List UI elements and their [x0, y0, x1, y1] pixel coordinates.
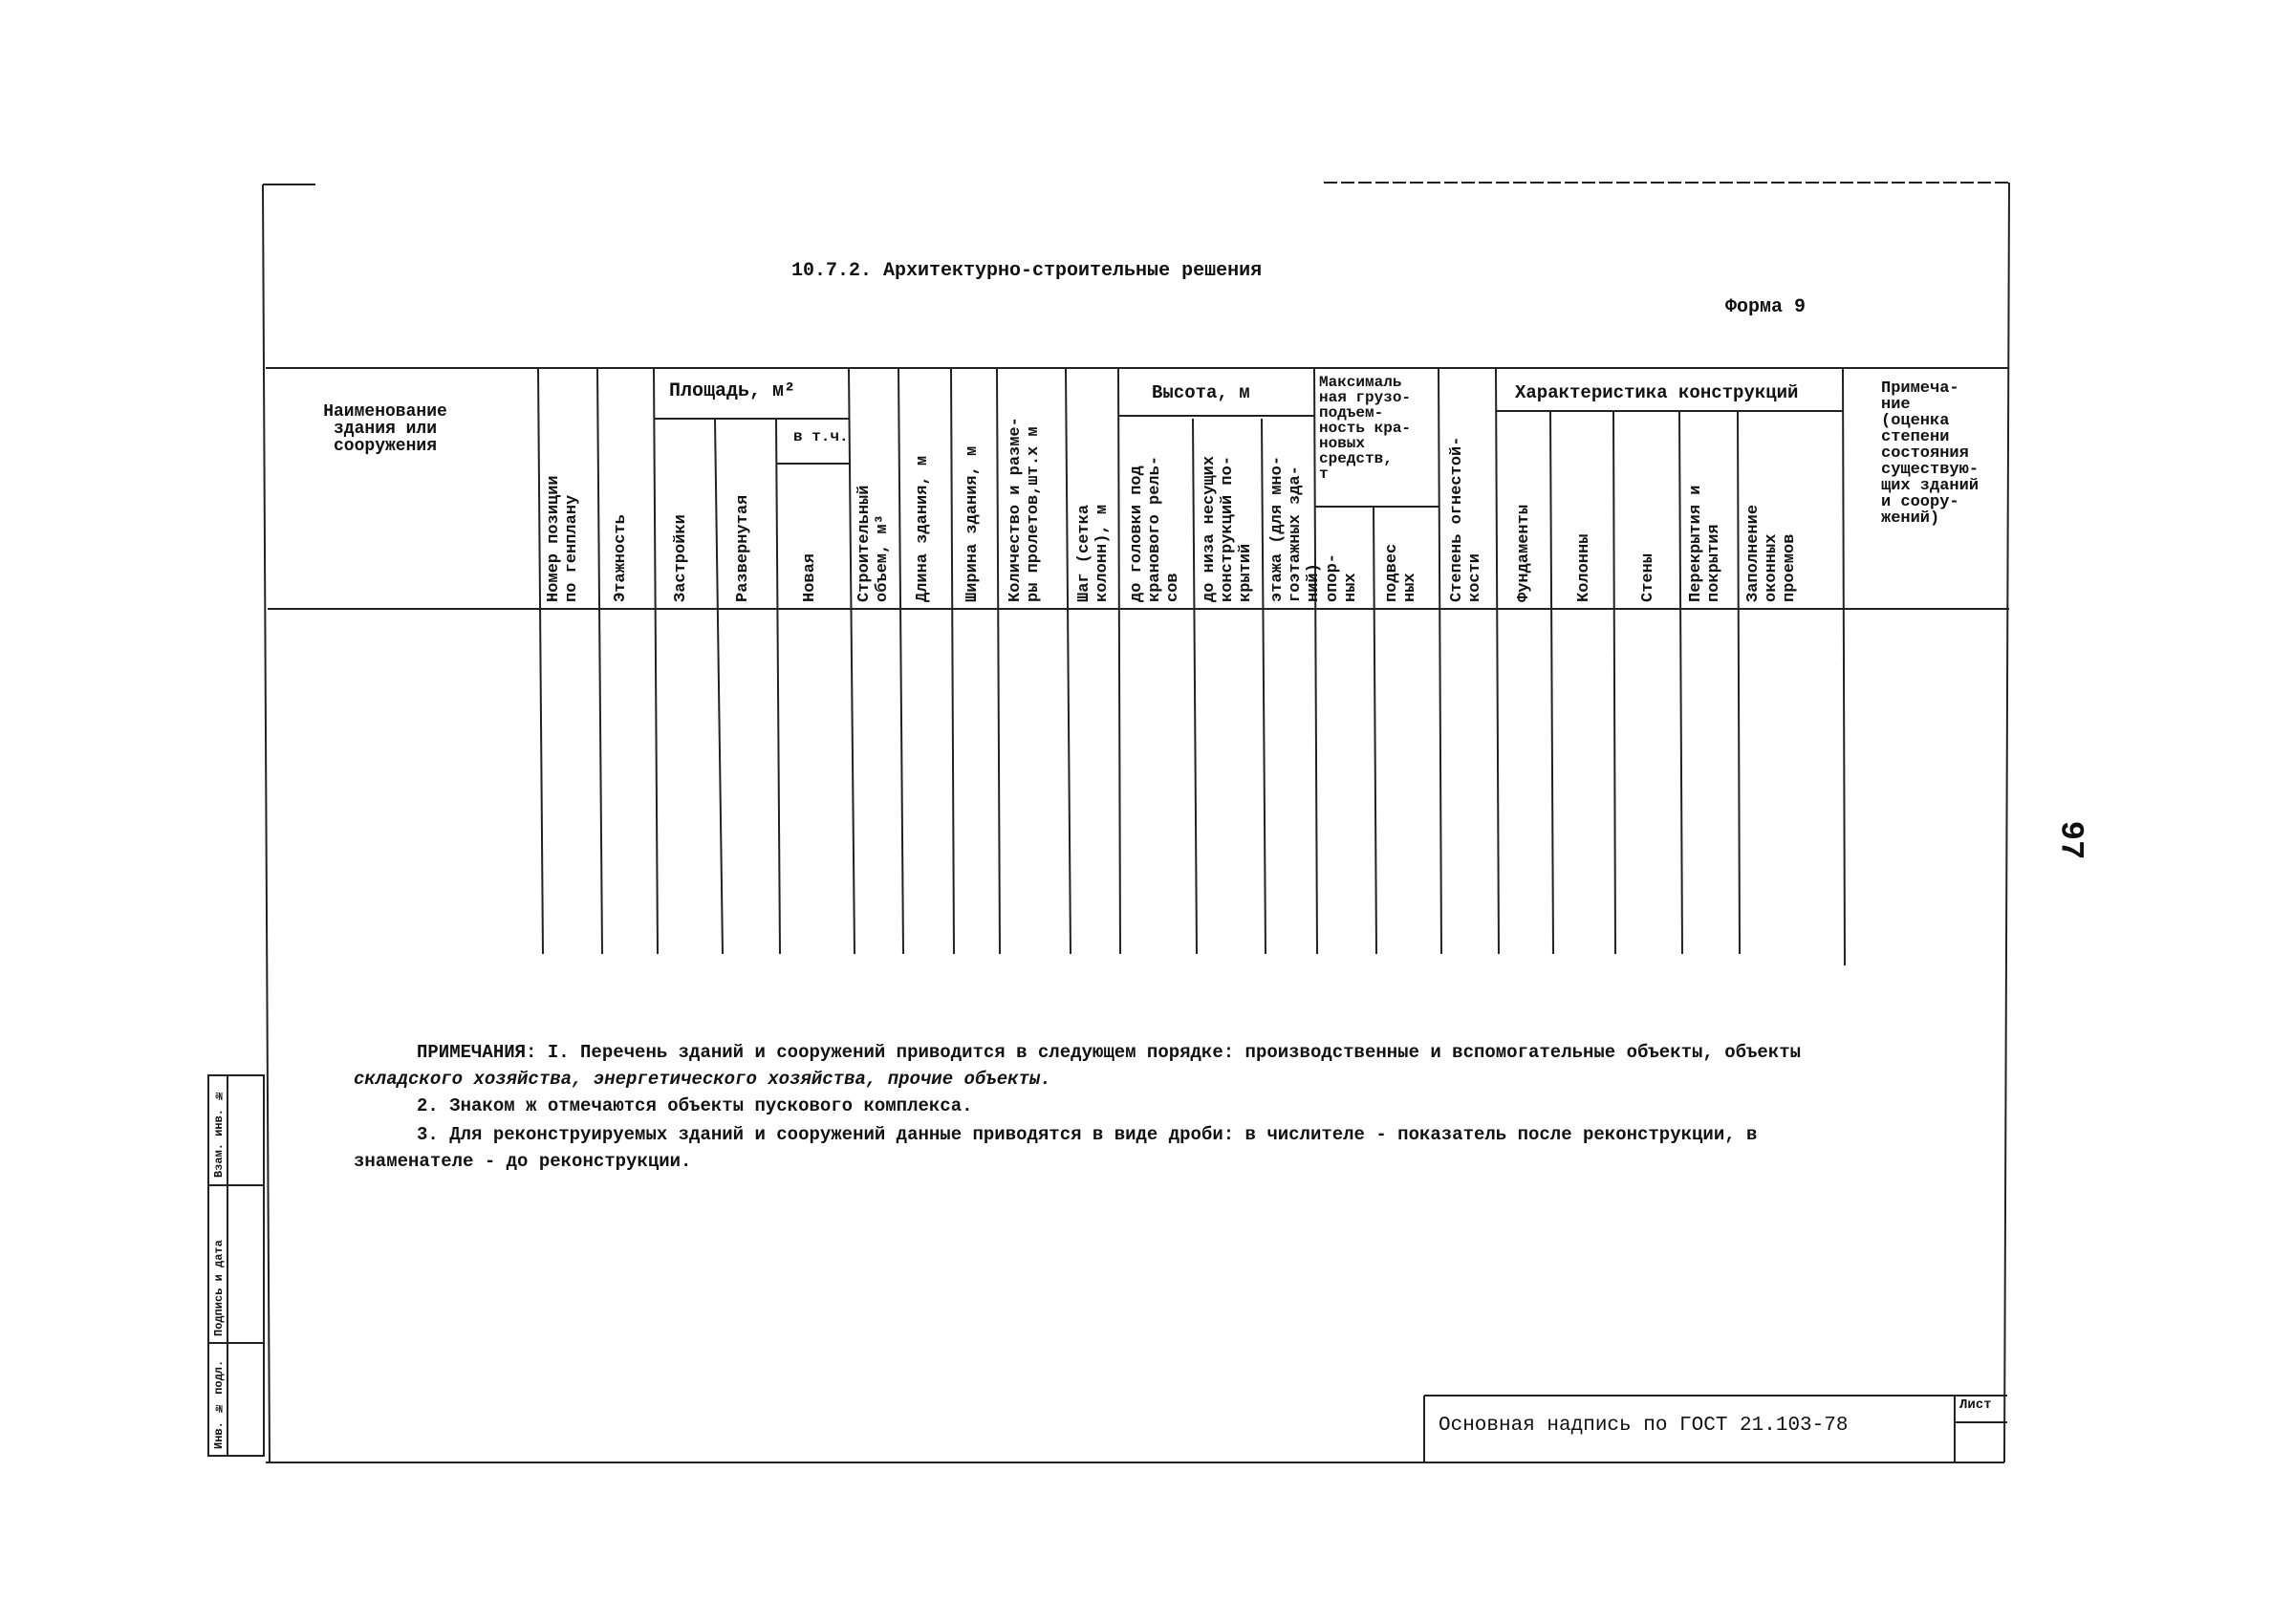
header-volume: Строительный объем, м³: [855, 485, 892, 602]
header-width: Ширина здания, м: [963, 445, 982, 602]
header-floors: Этажность: [612, 514, 630, 602]
note-line-3: 2. Знаком ж отмечаются объекты пускового комплекса.: [417, 1095, 973, 1116]
header-support: опор- ных: [1324, 552, 1360, 602]
header-new: Новая: [801, 552, 819, 602]
section-title: 10.7.2. Архитектурно-строительные решения: [791, 260, 1263, 282]
header-remarks: Примеча- ние (оценка степени состояния существую- щих зданий и соору- жений): [1881, 379, 1980, 528]
side-stamp-cell-1: Инв. № подл.: [212, 1359, 226, 1449]
note-line-2: складского хозяйства, энергетического хозяйства, прочие объекты.: [354, 1069, 1051, 1090]
form-label: Форма 9: [1725, 296, 1807, 318]
sheet-label: Лист: [1959, 1397, 1992, 1413]
title-block-text: Основная надпись по ГОСТ 21.103-78: [1439, 1415, 1849, 1437]
header-fire: Степень огнестой- кости: [1448, 436, 1484, 602]
header-structures-group: Характеристика конструкций: [1515, 382, 1799, 403]
header-h-floor: этажа (для мно- гоэтажных зда- ний): [1268, 455, 1323, 602]
header-developed: Развернутая: [734, 494, 752, 602]
header-crane-group: Максималь ная грузо- подъем- ность кра- новых средств, т: [1319, 374, 1412, 483]
header-spans: Количество и разме- ры пролетов,шт.х м: [1006, 417, 1043, 602]
header-area-group: Площадь, м²: [669, 380, 796, 402]
side-stamp-cell-3: Взам. инв. №: [212, 1088, 226, 1178]
header-built: Застройки: [672, 514, 690, 602]
header-h-rail: до головки под кранового рель- сов: [1128, 455, 1182, 602]
header-floors-roofs: Перекрытия и покрытия: [1687, 485, 1723, 602]
header-height-group: Высота, м: [1152, 382, 1250, 403]
header-walls: Стены: [1639, 552, 1657, 602]
header-h-bearing: до низа несущих конструкций по- крытий: [1201, 455, 1255, 602]
header-columns: Колонны: [1575, 533, 1593, 602]
page-number: 97: [2051, 820, 2088, 860]
header-foundations: Фундаменты: [1515, 504, 1533, 602]
side-stamp-cell-2: Подпись и дата: [212, 1240, 226, 1336]
note-line-1: ПРИМЕЧАНИЯ: I. Перечень зданий и сооружений приводится в следующем порядке: производственные и вспомогательные объекты, объекты: [417, 1042, 1802, 1063]
header-name: Наименование здания или сооружения: [323, 402, 447, 456]
header-position: Номер позиции по генплану: [545, 475, 581, 602]
header-suspended: подвес ных: [1383, 543, 1419, 602]
note-line-5: знаменателе - до реконструкции.: [354, 1151, 692, 1172]
note-line-4: 3. Для реконструируемых зданий и сооружений данные приводятся в виде дроби: в числителе - показатель после реконструкции, в: [417, 1124, 1758, 1145]
header-openings: Заполнение оконных проемов: [1744, 504, 1799, 602]
header-step: Шаг (сетка колонн), м: [1075, 504, 1112, 602]
header-length: Длина здания, м: [914, 455, 932, 602]
header-incl: в т.ч.: [793, 428, 849, 445]
